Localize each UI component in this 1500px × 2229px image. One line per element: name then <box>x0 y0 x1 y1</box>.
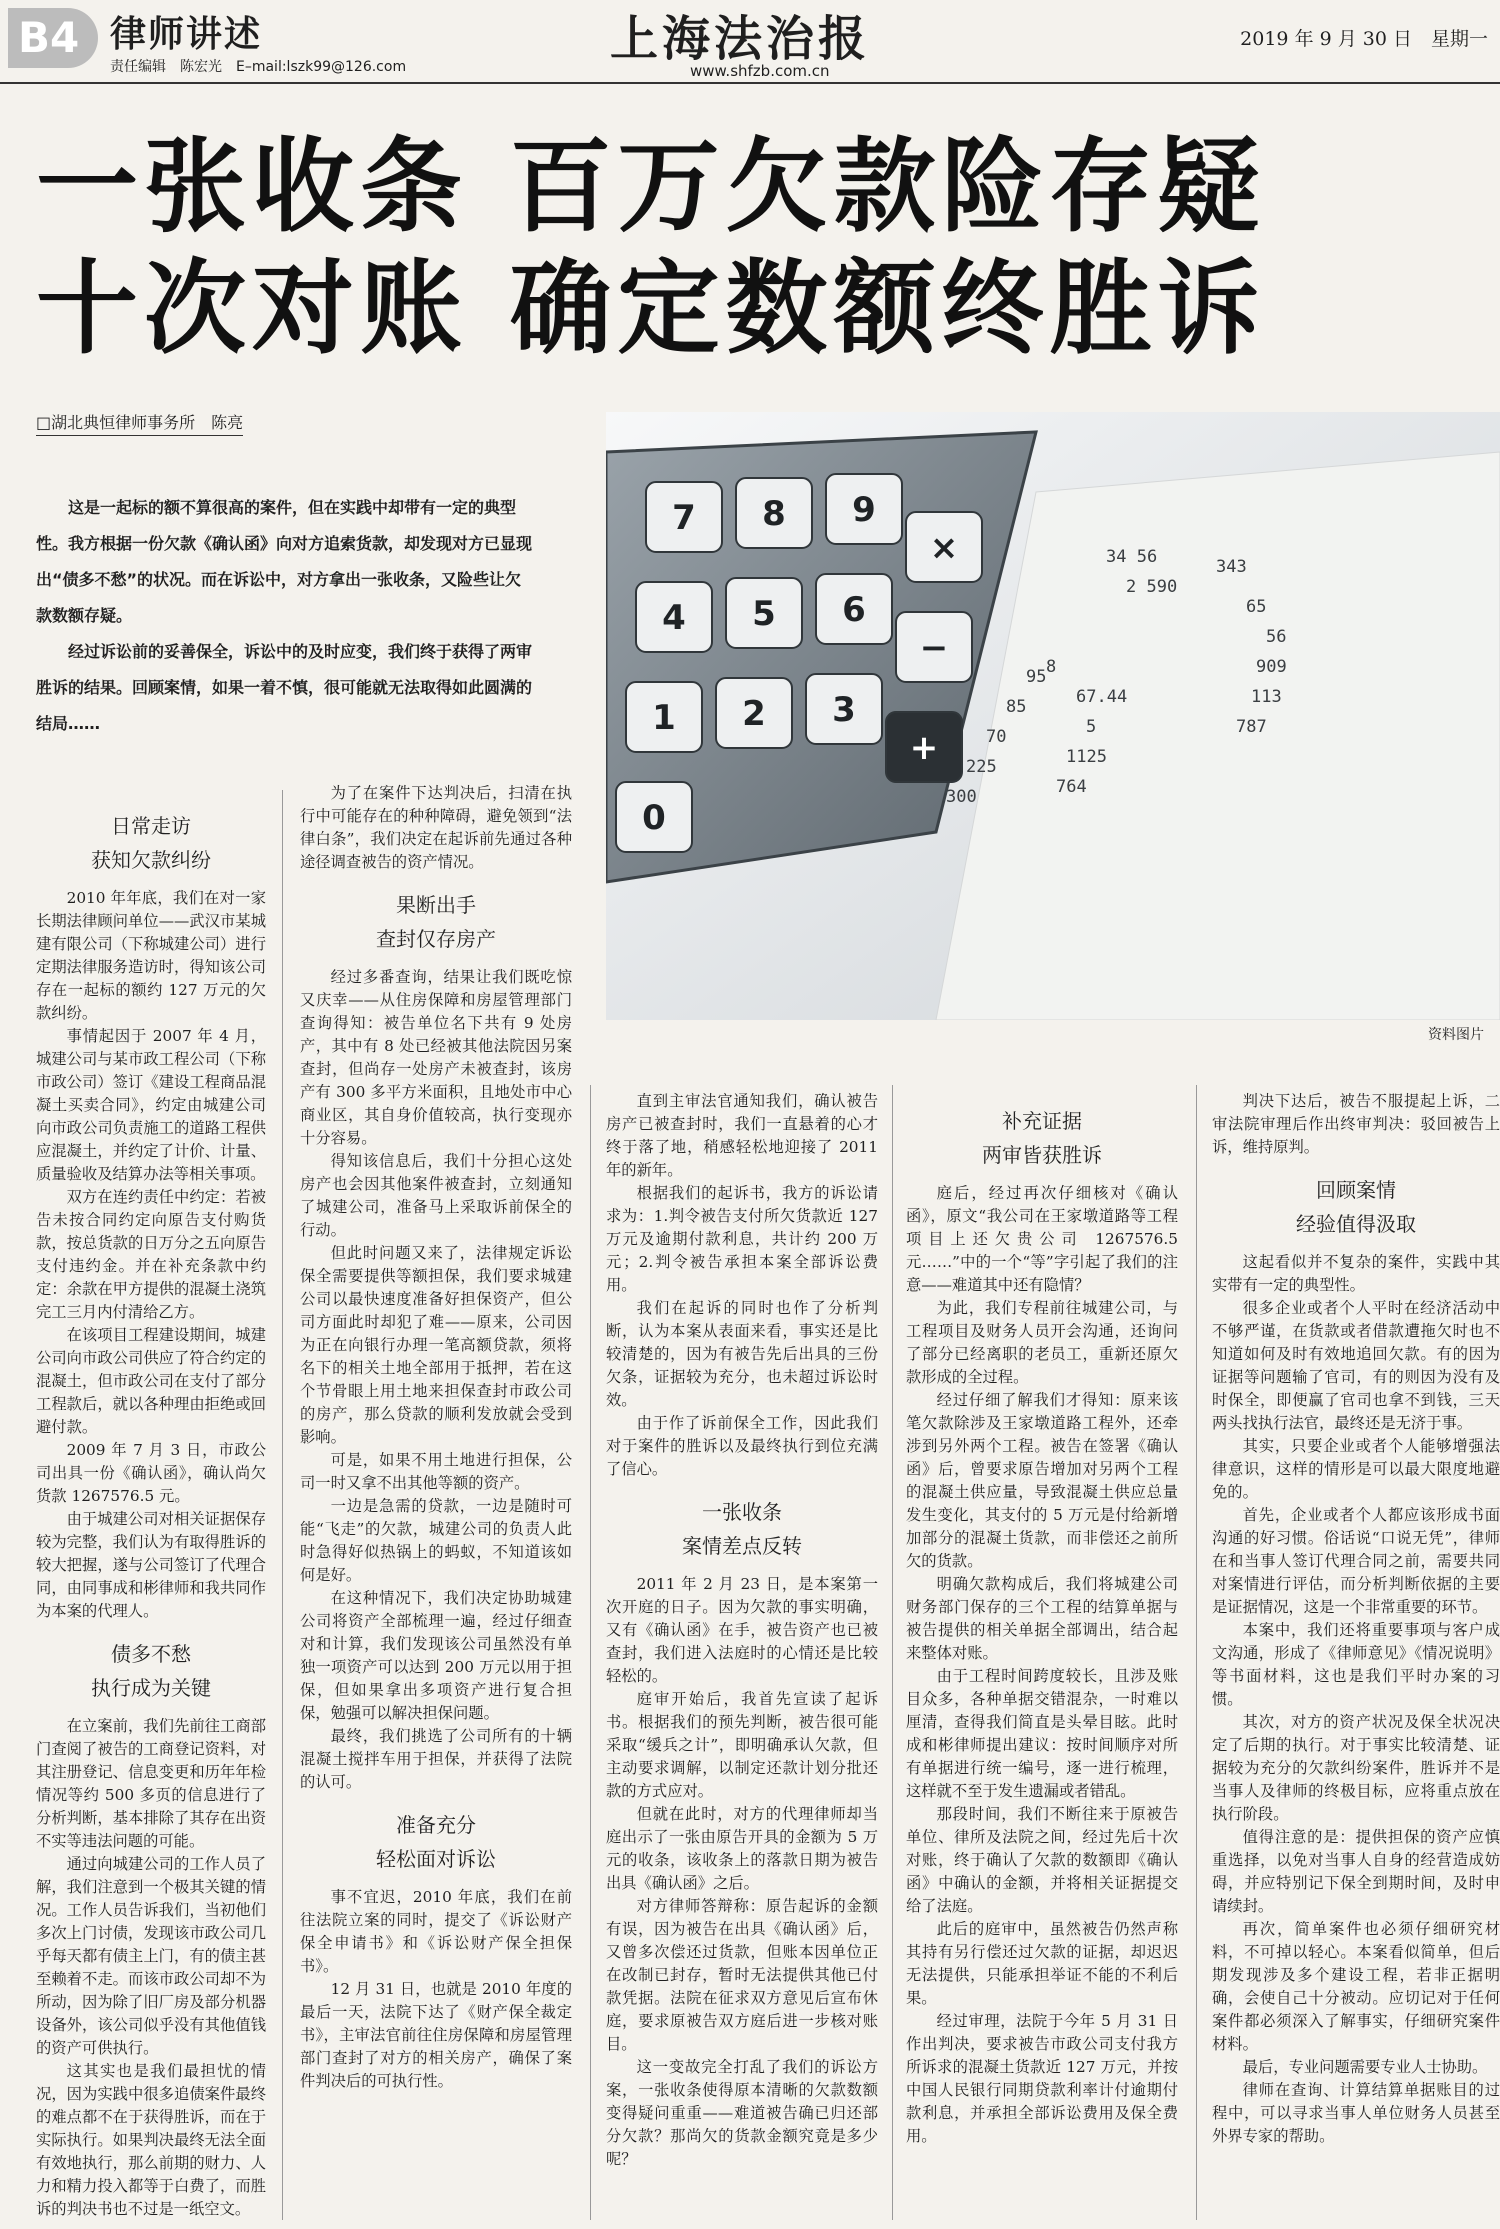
calculator-key <box>896 612 972 682</box>
subhead-line: 经验值得汲取 <box>1296 1212 1416 1236</box>
section-subhead <box>36 809 266 877</box>
article-paragraph: 经过审理，法院于今年 5 月 31 日作出判决，要求被告市政公司支付我方所诉求的混凝土货款近 127 万元，并按中国人民银行同期贷款利率计付逾期付款利息，并承担全部诉讼费用及保全费用。 <box>906 2012 1178 2145</box>
article-column-1 <box>36 795 266 2221</box>
article-paragraph: 在该项目工程建设期间，城建公司向市政公司供应了符合约定的混凝土，但市政公司在支付了部分工程款后，就以各种理由拒绝或回避付款。 <box>36 1326 266 1436</box>
calculator-key-label: × <box>929 528 959 568</box>
article-paragraph: 由于作了诉前保全工作，因此我们对于案件的胜诉以及最终执行到位充满了信心。 <box>606 1414 878 1478</box>
newspaper-masthead: 上海法治报 <box>610 11 871 67</box>
calculator-key <box>616 782 692 852</box>
article-paragraph: 最后，专业问题需要专业人士协助。 <box>1242 2058 1488 2076</box>
subhead-line: 日常走访 <box>111 814 191 838</box>
article-paragraph: 其次，对方的资产状况及保全状况决定了后期的执行。对于事实比较清楚、证据较为充分的欠款纠纷案件，胜诉并不是当事人及律师的终极目标，应将重点放在执行阶段。 <box>1212 1713 1500 1823</box>
paper-figure: 1125 <box>1066 747 1107 767</box>
article-paragraph: 12 月 31 日，也就是 2010 年度的最后一天，法院下达了《财产保全裁定书》，主审法官前往住房保障和房屋管理部门查封了对方的相关房产，确保了案件判决后的可执行性。 <box>300 1980 572 2090</box>
calculator-key <box>646 482 722 552</box>
subhead-line: 执行成为关键 <box>91 1676 211 1700</box>
intro-summary <box>36 490 536 742</box>
intro-paragraph: 经过诉讼前的妥善保全，诉讼中的及时应变，我们终于获得了两审胜诉的结果。回顾案情，如果一着不慎，很可能就无法取得如此圆满的结局…… <box>36 642 533 733</box>
subhead-line: 案情差点反转 <box>682 1534 802 1558</box>
article-paragraph: 这其实也是我们最担忧的情况，因为实践中很多追债案件最终的难点都不在于获得胜诉，而在于实际执行。如果判决最终无法全面有效地执行，那么前期的财力、人力和精力投入都等于白费了，而胜诉的判决书也不过是一纸空文。 <box>36 2062 266 2218</box>
article-paragraph: 可是，如果不用土地进行担保，公司一时又拿不出其他等额的资产。 <box>300 1451 572 1492</box>
article-paragraph: 我们在起诉的同时也作了分析判断，认为本案从表面来看，事实还是比较清楚的，因为有被告先后出具的三份欠条，证据较为充分，也未超过诉讼时效。 <box>606 1299 878 1409</box>
calculator-key <box>636 582 712 652</box>
article-paragraph: 但此时问题又来了，法律规定诉讼保全需要提供等额担保，我们要求城建公司以最快速度准备好担保资产，但公司方面此时却犯了难——原来，公司因为正在向银行办理一笔高额贷款，须将名下的相关土地全部用于抵押，若在这个节骨眼上用土地来担保查封市政公司的房产，那么贷款的顺利发放就会受到影响。 <box>300 1244 572 1446</box>
article-paragraph: 在这种情况下，我们决定协助城建公司将资产全部梳理一遍，经过仔细查对和计算，我们发现该公司虽然没有单独一项资产可以达到 200 万元以用于担保，但如果拿出多项资产进行复合担保，勉强可以解决担保问题。 <box>300 1589 572 1722</box>
article-column-2 <box>300 782 572 2093</box>
article-paragraph: 判决下达后，被告不服提起上诉，二审法院审理后作出终审判决：驳回被告上诉，维持原判。 <box>1212 1092 1500 1156</box>
column-divider <box>282 790 283 2220</box>
article-paragraph: 直到主审法官通知我们，确认被告房产已被查封时，我们一直悬着的心才终于落了地，稍感轻松地迎接了 2011 年的新年。 <box>606 1092 878 1179</box>
article-paragraph: 那段时间，我们不断往来于原被告单位、律所及法院之间，经过先后十次对账，终于确认了欠款的数额即《确认函》中确认的金额，并将相关证据提交给了法庭。 <box>906 1805 1178 1915</box>
paper-figure: 343 <box>1216 557 1247 577</box>
column-divider <box>892 1085 893 2220</box>
subhead-line: 补充证据 <box>1002 1109 1082 1133</box>
article-paragraph: 通过向城建公司的工作人员了解，我们注意到一个极其关键的情况。工作人员告诉我们，当初他们多次上门讨债，发现该市政公司几乎每天都有债主上门，有的债主甚至赖着不走。而该市政公司却不为所动，因为除了旧厂房及部分机器设备外，该公司似乎没有其他值钱的资产可供执行。 <box>36 1855 266 2057</box>
calculator-key <box>716 678 792 748</box>
subhead-line: 债多不愁 <box>111 1642 191 1666</box>
subhead-line: 轻松面对诉讼 <box>376 1847 496 1871</box>
paper-figure: 34 56 <box>1106 547 1158 567</box>
subhead-line: 一张收条 <box>702 1500 782 1524</box>
article-paragraph: 庭审开始后，我首先宣读了起诉书。根据我们的预先判断，被告很可能采取“缓兵之计”，即明确承认欠款，但主动要求调解，以制定还款计划分批还款的方式应对。 <box>606 1690 878 1800</box>
article-paragraph: 明确欠款构成后，我们将城建公司财务部门保存的三个工程的结算单据与被告提供的相关单据全部调出，结合起来整体对账。 <box>906 1575 1178 1662</box>
byline: □湖北典恒律师事务所 陈亮 <box>36 410 243 436</box>
subhead-line: 查封仅存房产 <box>376 927 496 951</box>
article-paragraph: 双方在连约责任中约定：若被告未按合同约定向原告支付购货款，按总货款的日万分之五向原告支付违约金。并在补充条款中约定：余款在甲方提供的混凝土浇筑完工三月内付清给乙方。 <box>36 1188 266 1321</box>
calculator-key-label: + <box>909 728 939 768</box>
section-title: 律师讲述 <box>110 14 263 55</box>
editor-line: 责任编辑 陈宏光 E–mail:lszk99@126.com <box>110 59 407 75</box>
article-paragraph: 律师在查询、计算结算单据账目的过程中，可以寻求当事人单位财务人员甚至外界专家的帮助。 <box>1212 2081 1500 2145</box>
article-column-3 <box>606 1090 878 2171</box>
section-subhead <box>300 1808 572 1876</box>
calculator-key-label: 5 <box>752 594 776 634</box>
paper-figure: 764 <box>1056 777 1087 797</box>
article-column-4 <box>906 1090 1178 2148</box>
article-column-5 <box>1212 1090 1500 2148</box>
section-subhead <box>1212 1173 1500 1241</box>
calculator-key-label: 9 <box>852 490 876 530</box>
paper-figure: 787 <box>1236 717 1267 737</box>
calculator-key <box>886 712 962 782</box>
calculator-key <box>726 578 802 648</box>
calculator-key-label: 8 <box>762 494 786 534</box>
page-header <box>0 0 1500 80</box>
paper-figure: 2 590 <box>1126 577 1178 597</box>
article-paragraph: 由于城建公司对相关证据保存较为完整，我们认为有取得胜诉的较大把握，遂与公司签订了代理合同，由同事成和彬律师和我共同作为本案的代理人。 <box>36 1510 266 1620</box>
article-paragraph: 对方律师答辩称：原告起诉的金额有误，因为被告在出具《确认函》后，又曾多次偿还过货款，但账本因单位正在改制已封存，暂时无法提供其他已付款凭据。法院在征求双方意见后宣布休庭，要求原被告双方庭后进一步核对账目。 <box>606 1897 878 2053</box>
article-paragraph: 为了在案件下达判决后，扫清在执行中可能存在的种种障碍，避免领到“法律白条”，我们决定在起诉前先通过各种途径调查被告的资产情况。 <box>300 784 572 871</box>
headline-line-2: 十次对账 确定数额终胜诉 <box>36 250 1266 369</box>
calculator-key-label: 0 <box>642 798 666 838</box>
photo-credit: 资料图片 <box>1428 1027 1484 1043</box>
article-paragraph: 这一变故完全打乱了我们的诉讼方案，一张收条使得原本清晰的欠款数额变得疑问重重——难道被告确已归还部分欠款？那尚欠的货款金额究竟是多少呢？ <box>606 2058 878 2168</box>
paper-figure: 225 <box>966 757 997 777</box>
article-paragraph: 经过仔细了解我们才得知：原来该笔欠款除涉及王家墩道路工程外，还牵涉到另外两个工程。被告在签署《确认函》后，曾要求原告增加对另两个工程的混凝土供应量，导致混凝土供应总量发生变化，其支付的 5 万元是付给新增加部分的混凝土货款，而非偿还之前所欠的货款。 <box>906 1391 1178 1570</box>
page-number-badge: B4 <box>8 8 98 68</box>
paper-figure: 909 <box>1256 657 1287 677</box>
paper-figure: 95 <box>1026 667 1047 687</box>
subhead-line: 准备充分 <box>396 1813 476 1837</box>
article-paragraph: 2010 年年底，我们在对一家长期法律顾问单位——武汉市某城建有限公司（下称城建公司）进行定期法律服务造访时，得知该公司存在一起标的额约 127 万元的欠款纠纷。 <box>36 889 266 1022</box>
calculator-key-label: 6 <box>842 590 866 630</box>
section-subhead <box>36 1637 266 1705</box>
intro-paragraph: 这是一起标的额不算很高的案件，但在实践中却带有一定的典型性。我方根据一份欠款《确认函》向对方追索货款，却发现对方已显现出“债多不愁”的状况。而在诉讼中，对方拿出一张收条，又险些让欠款数额存疑。 <box>36 498 533 625</box>
calculator-key <box>816 574 892 644</box>
calculator-key <box>736 478 812 548</box>
article-paragraph: 一边是急需的贷款，一边是随时可能“飞走”的欠款，城建公司的负责人此时急得好似热锅上的蚂蚁，不知道该如何是好。 <box>300 1497 572 1584</box>
article-paragraph: 这起看似并不复杂的案件，实践中其实带有一定的典型性。 <box>1212 1253 1500 1294</box>
article-paragraph: 首先，企业或者个人都应该形成书面沟通的好习惯。俗话说“口说无凭”，律师在和当事人签订代理合同之前，需要共同对案情进行评估，而分析判断依据的主要是证据情况，这是一个非常重要的环节。 <box>1212 1506 1500 1616</box>
calculator-key <box>626 682 702 752</box>
article-paragraph: 再次，简单案件也必须仔细研究材料，不可掉以轻心。本案看似简单，但后期发现涉及多个建设工程，若非正据明确，会使自己十分被动。应切记对于任何案件都必须深入了解事实，仔细研究案件材料。 <box>1212 1920 1500 2053</box>
calculator-key <box>806 674 882 744</box>
calculator-key-label: − <box>919 628 949 668</box>
column-divider <box>1196 1085 1197 2220</box>
paper-figure: 56 <box>1266 627 1287 647</box>
paper-figure: 85 <box>1006 697 1027 717</box>
section-subhead <box>906 1104 1178 1172</box>
section-subhead <box>606 1495 878 1563</box>
paper-figure: 67.44 <box>1076 687 1128 707</box>
subhead-line: 回顾案情 <box>1316 1178 1396 1202</box>
calculator-key <box>906 512 982 582</box>
article-paragraph: 最终，我们挑选了公司所有的十辆混凝土搅拌车用于担保，并获得了法院的认可。 <box>300 1727 572 1791</box>
article-paragraph: 2011 年 2 月 23 日，是本案第一次开庭的日子。因为欠款的事实明确，又有《确认函》在手，被告资产也已被查封，我们进入法庭时的心情还是比较轻松的。 <box>606 1575 878 1685</box>
article-paragraph: 但就在此时，对方的代理律师却当庭出示了一张由原告开具的金额为 5 万元的收条，该收条上的落款日期为被告出具《确认函》之后。 <box>606 1805 878 1892</box>
paper-figure: 5 <box>1086 717 1097 737</box>
article-paragraph: 此后的庭审中，虽然被告仍然声称其持有另行偿还过欠款的证据，却迟迟无法提供，只能承担举证不能的不利后果。 <box>906 1920 1178 2007</box>
subhead-line: 两审皆获胜诉 <box>982 1143 1102 1167</box>
calculator-key-label: 1 <box>652 698 676 738</box>
article-paragraph: 本案中，我们还将重要事项与客户成文沟通，形成了《律师意见》《情况说明》等书面材料，这也是我们平时办案的习惯。 <box>1212 1621 1500 1708</box>
calculator-photo <box>606 412 1500 1020</box>
article-paragraph: 庭后，经过再次仔细核对《确认函》，原文“我公司在王家墩道路等工程项目上还欠贵公司 1267576.5 元……”中的一个“等”字引起了我们的注意——难道其中还有隐情？ <box>906 1184 1178 1294</box>
headline-line-1: 一张收条 百万欠款险存疑 <box>36 128 1266 247</box>
article-paragraph: 事情起因于 2007 年 4 月，城建公司与某市政工程公司（下称市政公司）签订《建设工程商品混凝土买卖合同》，约定由城建公司向市政公司负责施工的道路工程供应混凝土，并约定了计价、计量、质量验收及结算办法等相关事项。 <box>36 1027 266 1183</box>
issue-date: 2019 年 9 月 30 日 星期一 <box>1240 28 1488 50</box>
article-paragraph: 其实，只要企业或者个人能够增强法律意识，这样的情形是可以最大限度地避免的。 <box>1212 1437 1500 1501</box>
subhead-line: 果断出手 <box>396 893 476 917</box>
calculator-key-label: 2 <box>742 694 766 734</box>
paper-figure: 70 <box>986 727 1007 747</box>
article-paragraph: 2009 年 7 月 3 日，市政公司出具一份《确认函》，确认尚欠货款 1267576.5 元。 <box>36 1441 266 1505</box>
paper-figure: 65 <box>1246 597 1267 617</box>
article-paragraph: 根据我们的起诉书，我方的诉讼请求为：1.判令被告支付所欠货款近 127 万元及逾期付款利息，共计约 200 万元；2.判令被告承担本案全部诉讼费用。 <box>606 1184 878 1294</box>
paper-figure: 8 <box>1046 657 1057 677</box>
website-url: www.shfzb.com.cn <box>690 62 830 80</box>
article-paragraph: 很多企业或者个人平时在经济活动中不够严谨，在货款或者借款遭拖欠时也不知道如何及时有效地追回欠款。有的因为证据等问题输了官司，有的则因为没有及时保全，即便赢了官司也拿不到钱，三天两头找执行法官，最终还是无济于事。 <box>1212 1299 1500 1432</box>
article-paragraph: 事不宜迟，2010 年底，我们在前往法院立案的同时，提交了《诉讼财产保全申请书》和《诉讼财产保全担保书》。 <box>300 1888 572 1975</box>
article-paragraph: 为此，我们专程前往城建公司，与工程项目及财务人员开会沟通，还询问了部分已经离职的老员工，重新还原欠款形成的全过程。 <box>906 1299 1178 1386</box>
paper-figure: 113 <box>1251 687 1282 707</box>
paper-figure: 300 <box>946 787 977 807</box>
article-paragraph: 值得注意的是：提供担保的资产应慎重选择，以免对当事人自身的经营造成妨碍，并应特别记下保全到期时间，及时申请续封。 <box>1212 1828 1500 1915</box>
subhead-line: 获知欠款纠纷 <box>91 848 211 872</box>
article-paragraph: 在立案前，我们先前往工商部门查阅了被告的工商登记资料，对其注册登记、信息变更和历年年检情况等约 500 多页的信息进行了分析判断，基本排除了其存在出资不实等违法问题的可能。 <box>36 1717 266 1850</box>
article-paragraph: 经过多番查询，结果让我们既吃惊又庆幸——从住房保障和房屋管理部门查询得知：被告单位名下共有 9 处房产，其中有 8 处已经被其他法院因另案查封，但尚存一处房产未被查封，该房产有 300 多平方米面积，且地处市中心商业区，其自身价值较高，执行变现亦十分容易。 <box>300 968 572 1147</box>
section-subhead <box>300 888 572 956</box>
article-paragraph: 得知该信息后，我们十分担心这处房产也会因其他案件被查封，立刻通知了城建公司，准备马上采取诉前保全的行动。 <box>300 1152 572 1239</box>
article-paragraph: 由于工程时间跨度较长，且涉及账目众多，各种单据交错混杂，一时难以厘清，查得我们简直是头晕目眩。此时成和彬律师提出建议：按时间顺序对所有单据进行统一编号，逐一进行梳理，这样就不至于发生遗漏或者错乱。 <box>906 1667 1178 1800</box>
calculator-key-label: 7 <box>672 498 696 538</box>
column-divider <box>590 1085 591 2220</box>
header-rule <box>0 82 1500 84</box>
calculator-key <box>826 474 902 544</box>
calculator-key-label: 3 <box>832 690 856 730</box>
calculator-illustration <box>606 412 1500 1020</box>
calculator-key-label: 4 <box>662 598 686 638</box>
